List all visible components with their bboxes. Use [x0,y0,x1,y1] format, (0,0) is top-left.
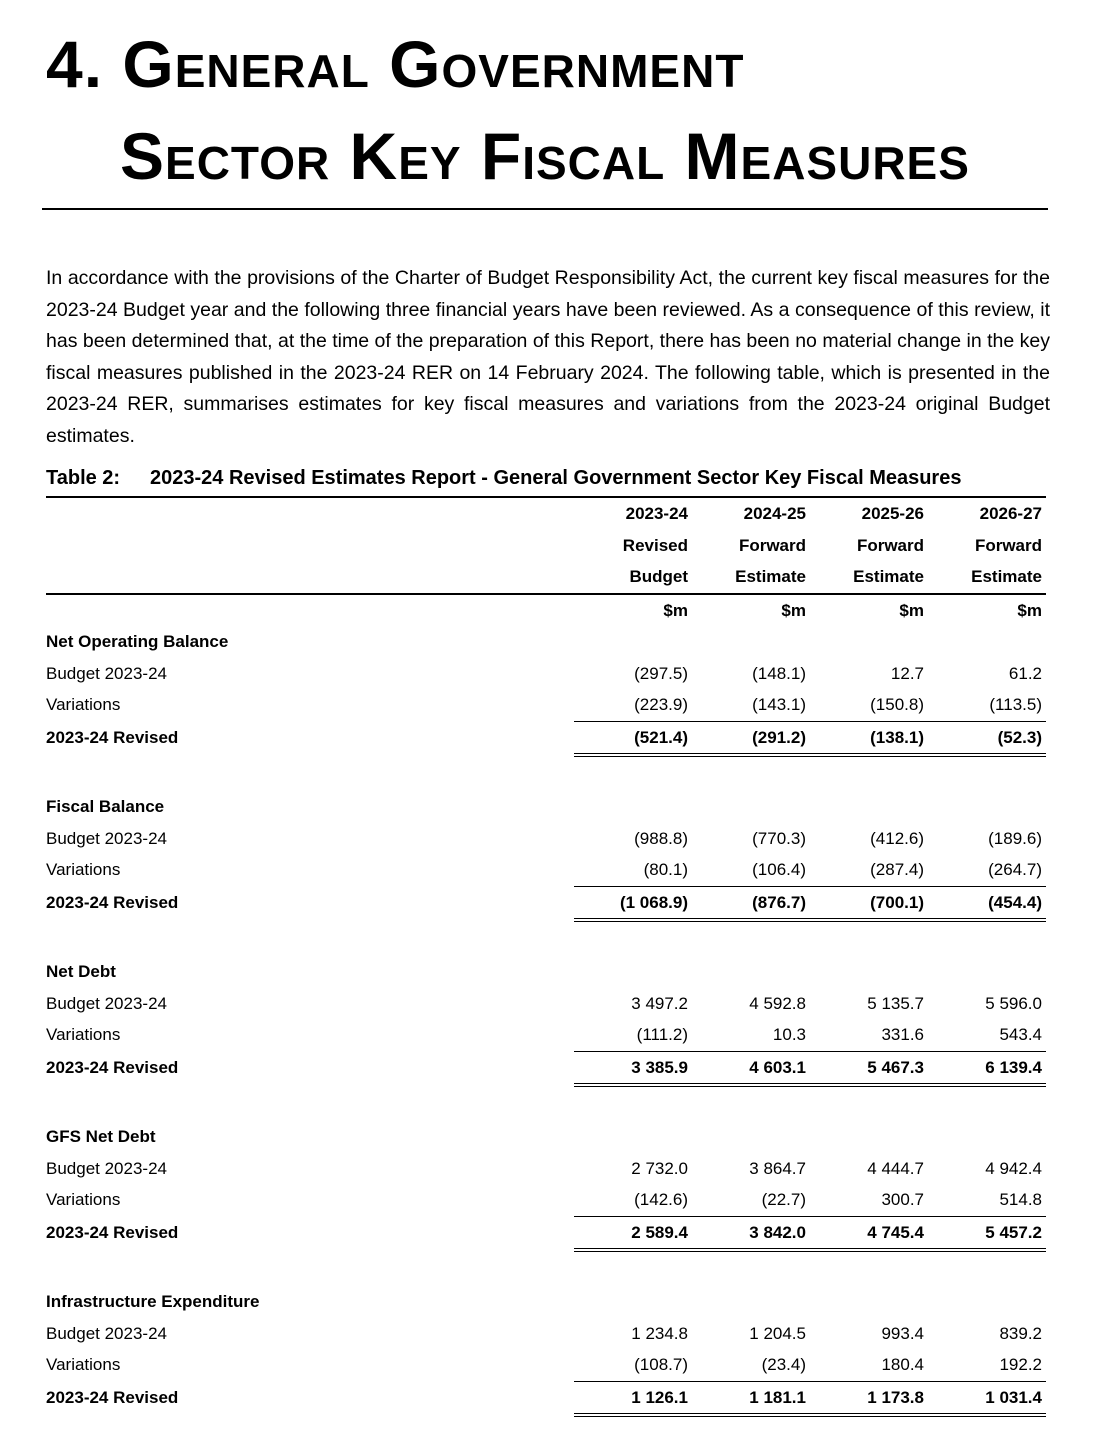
section-title-row [46,626,1046,658]
revised-total-row [46,886,1046,920]
cell-value: 5 135.7 [867,993,924,1013]
document-page [46,0,1050,1417]
variations-row [46,854,1046,886]
row-label: Variations [46,695,121,715]
cell-value: (52.3) [928,721,1046,755]
cell-value: 4 444.7 [867,1158,924,1178]
cell-value: (287.4) [810,854,928,886]
section-spacer [46,1250,1046,1286]
section-title-row [46,791,1046,823]
section-title-row [46,1121,1046,1153]
header-spacer [46,594,574,627]
section-title: GFS Net Debt [46,1127,156,1146]
budget-row [46,1318,1046,1350]
row-label: Budget 2023-24 [46,993,167,1013]
cell-value: 3 864.7 [749,1158,806,1178]
header-row-type2 [46,561,1046,594]
cell-value: 6 139.4 [928,1051,1046,1085]
cell-value: (23.4) [692,1349,810,1381]
column-type: Estimate [692,561,810,594]
cell-value: 1 234.8 [631,1323,688,1343]
cell-value: (113.5) [928,689,1046,721]
cell-value: 4 592.8 [749,993,806,1013]
cell-value: (106.4) [692,854,810,886]
fiscal-measures-table [46,496,1046,1417]
section-title-row [46,1286,1046,1318]
revised-total-row [46,1051,1046,1085]
variations-row [46,1349,1046,1381]
cell-value: 2 589.4 [574,1216,692,1250]
header-spacer [46,530,574,562]
cell-value: 2 732.0 [631,1158,688,1178]
cell-value: 192.2 [928,1349,1046,1381]
section-title: Fiscal Balance [46,797,165,816]
row-label: 2023-24 Revised [46,1058,179,1078]
cell-value: 1 031.4 [928,1381,1046,1415]
column-year: 2025-26 [861,504,924,523]
cell-value: (876.7) [692,886,810,920]
section-spacer [46,755,1046,791]
chapter-heading-line-1: 4. General Government [46,27,745,101]
revised-total-row [46,721,1046,755]
row-label: Budget 2023-24 [46,1323,167,1343]
column-type: Forward [738,535,806,555]
section-title: Net Operating Balance [46,632,229,651]
column-type: Revised [622,535,688,555]
cell-value: 5 467.3 [810,1051,928,1085]
cell-value: (1 068.9) [574,886,692,920]
header-row-year [46,497,1046,530]
column-type: Forward [856,535,924,555]
section-spacer [46,1085,1046,1121]
column-unit: $m [1017,600,1042,620]
row-label: 2023-24 Revised [46,728,179,748]
chapter-heading-line-2: Sector Key Fiscal Measures [120,119,970,193]
cell-value: 12.7 [890,663,924,683]
section-spacer [46,920,1046,956]
header-spacer [46,497,574,530]
cell-value: (770.3) [752,828,806,848]
header-spacer [46,561,574,594]
variations-row [46,1019,1046,1051]
cell-value: 300.7 [810,1184,928,1216]
cell-value: 3 842.0 [692,1216,810,1250]
variations-row [46,1184,1046,1216]
cell-value: (148.1) [752,663,806,683]
cell-value: 180.4 [810,1349,928,1381]
cell-value: 61.2 [1008,663,1042,683]
section-title-row [46,956,1046,988]
cell-value: 4 603.1 [692,1051,810,1085]
cell-value: 5 596.0 [985,993,1042,1013]
row-label: Variations [46,1355,121,1375]
row-label: Budget 2023-24 [46,663,167,683]
cell-value: 1 204.5 [749,1323,806,1343]
budget-row [46,823,1046,855]
row-label: Variations [46,1025,121,1045]
section-title: Net Debt [46,962,116,981]
cell-value: (22.7) [692,1184,810,1216]
row-label: 2023-24 Revised [46,893,179,913]
column-type: Estimate [928,561,1046,594]
row-label: Budget 2023-24 [46,828,167,848]
heading-divider [42,208,1048,210]
column-year: 2026-27 [979,504,1042,523]
cell-value: (111.2) [574,1019,692,1051]
column-unit: $m [899,600,924,620]
row-label: 2023-24 Revised [46,1223,179,1243]
cell-value: (223.9) [574,689,692,721]
row-label: Variations [46,1190,121,1210]
budget-row [46,1153,1046,1185]
row-label: 2023-24 Revised [46,1388,179,1408]
cell-value: 1 181.1 [692,1381,810,1415]
intro-paragraph: In accordance with the provisions of the Charter of Budget Responsibility Act, the current key fiscal measures for the 2023-24 Budget year and the following three financial years have been reviewed. As a consequence of this review, it has been determined that, at the time of the preparation of this Report, there has been no material change in the key fiscal measures published in the 2023-24 RER on 14 February 2024. The following table, which is presented in the 2023-24 RER, summarises estimates for key fiscal measures and variations from the 2023-24 original Budget estimates. [46,267,1050,447]
variations-row [46,689,1046,721]
cell-value: (700.1) [810,886,928,920]
cell-value: 1 126.1 [574,1381,692,1415]
cell-value: (138.1) [810,721,928,755]
header-row-unit [46,594,1046,627]
column-type: Estimate [810,561,928,594]
cell-value: 3 497.2 [631,993,688,1013]
cell-value: 10.3 [692,1019,810,1051]
budget-row [46,988,1046,1020]
cell-value: (291.2) [692,721,810,755]
cell-value: (142.6) [574,1184,692,1216]
chapter-heading [46,0,1050,194]
table-caption-label: Table 2: [46,467,121,489]
column-year: 2024-25 [743,504,806,523]
cell-value: 993.4 [881,1323,924,1343]
cell-value: (264.7) [928,854,1046,886]
cell-value: 4 745.4 [810,1216,928,1250]
cell-value: 1 173.8 [810,1381,928,1415]
cell-value: 514.8 [928,1184,1046,1216]
budget-row [46,658,1046,690]
section-title: Infrastructure Expenditure [46,1292,260,1311]
cell-value: (454.4) [928,886,1046,920]
column-type: Forward [974,535,1042,555]
cell-value: (80.1) [574,854,692,886]
column-year: 2023-24 [625,504,688,523]
cell-value: 5 457.2 [928,1216,1046,1250]
row-label: Budget 2023-24 [46,1158,167,1178]
column-unit: $m [781,600,806,620]
revised-total-row [46,1216,1046,1250]
cell-value: 3 385.9 [574,1051,692,1085]
table-caption-title: 2023-24 Revised Estimates Report - General Government Sector Key Fiscal Measures [150,467,962,489]
cell-value: (412.6) [870,828,924,848]
table-caption [46,466,1050,491]
cell-value: 331.6 [810,1019,928,1051]
cell-value: 543.4 [928,1019,1046,1051]
cell-value: (297.5) [634,663,688,683]
revised-total-row [46,1381,1046,1415]
header-row-type1 [46,530,1046,562]
row-label: Variations [46,860,121,880]
cell-value: 839.2 [999,1323,1042,1343]
cell-value: (108.7) [574,1349,692,1381]
column-unit: $m [663,600,688,620]
cell-value: (143.1) [692,689,810,721]
cell-value: (521.4) [574,721,692,755]
column-type: Budget [574,561,692,594]
cell-value: (988.8) [634,828,688,848]
cell-value: (150.8) [810,689,928,721]
cell-value: 4 942.4 [985,1158,1042,1178]
cell-value: (189.6) [988,828,1042,848]
